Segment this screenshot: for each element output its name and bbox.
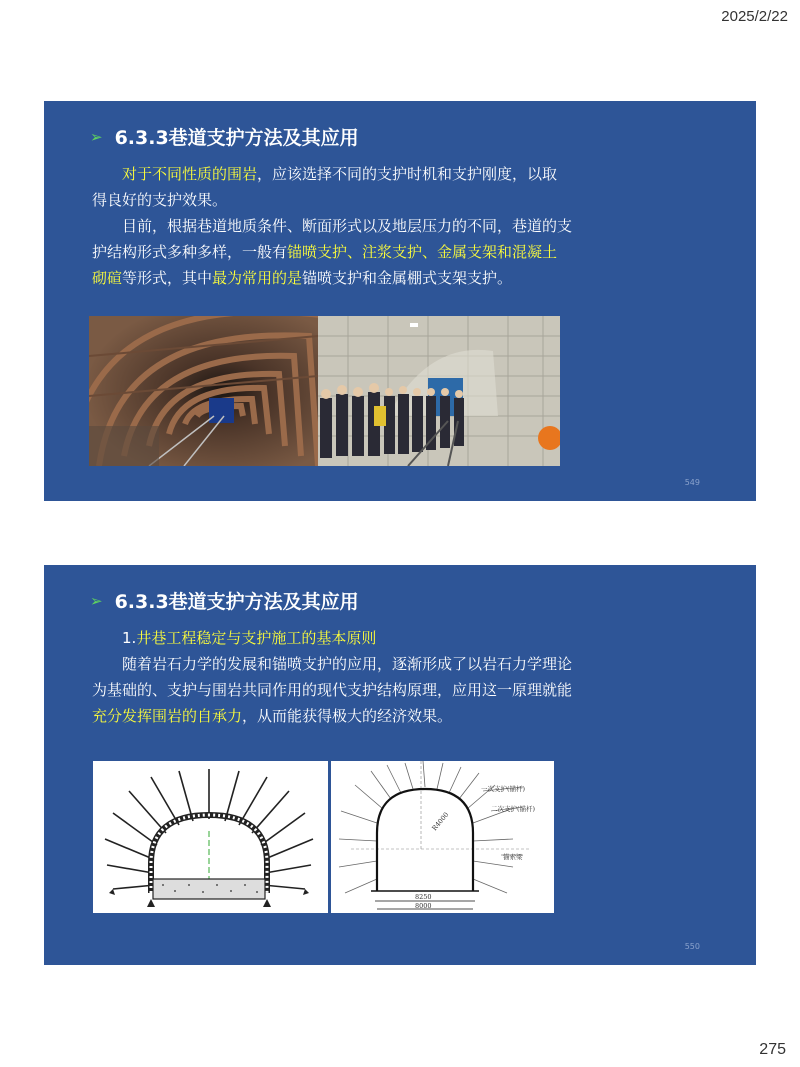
slide-number: 549 (684, 478, 700, 487)
slide-550 (44, 565, 756, 965)
paragraph-2 (92, 213, 572, 291)
slide-title-text: 6.3.3巷道支护方法及其应用 (114, 127, 359, 149)
slide-body (92, 625, 572, 729)
secondary-support-label: 二次支护(锚杆) (491, 805, 536, 813)
body-text: 随着岩石力学的发展和锚喷支护的应用，逐渐形成了以岩石力学理论为基础的、支护与围岩共同作用的现代支护结构原理，应用这一原理就能 (92, 655, 573, 699)
slide-number: 550 (684, 942, 700, 951)
highlight-text: 充分发挥围岩的自承力 (92, 707, 243, 725)
highlight-text: 最为常用的是 (212, 269, 303, 287)
slide-body (92, 161, 572, 291)
body-text: 锚喷支护和金属棚式支架支护。 (302, 269, 513, 287)
body-text: 等形式，其中 (122, 269, 213, 287)
paragraph-1 (92, 625, 572, 651)
outer-width-label: 8250 (415, 893, 432, 901)
arrow-bullet-icon: ➢ (90, 591, 103, 610)
highlight-text: 锚喷支护、注浆支护、金属支架和混凝土砌碹 (92, 243, 558, 287)
slide-title-text: 6.3.3巷道支护方法及其应用 (114, 591, 359, 613)
slide-title (92, 123, 359, 150)
tunnel-steel-arch-photo (89, 316, 318, 466)
primary-support-label: 一次支护(锚杆) (481, 785, 526, 793)
radius-label: R4000 (430, 810, 451, 833)
slide-title (92, 587, 359, 614)
paragraph-2 (92, 651, 572, 729)
page-number: 275 (759, 1041, 786, 1058)
page-date: 2025/2/22 (721, 8, 788, 25)
combined-support-engineering-diagram (331, 761, 554, 913)
body-text: ，从而能获得极大的经济效果。 (242, 707, 453, 725)
slide-549 (44, 101, 756, 501)
list-prefix: 1. (122, 629, 137, 647)
paragraph-1 (92, 161, 572, 213)
highlight-text: 对于不同性质的围岩 (122, 165, 258, 183)
tunnel-concrete-lining-photo (318, 316, 560, 466)
bolt-support-cross-section-diagram (93, 761, 328, 913)
body-text: ，应该选择不同的支护时机和支护刚度，以取得良好的支护效果。 (92, 165, 558, 209)
inner-width-label: 8000 (415, 902, 432, 910)
arrow-bullet-icon: ➢ (90, 127, 103, 146)
highlight-text: 井巷工程稳定与支护施工的基本原则 (136, 629, 377, 647)
body-text: 目前，根据巷道地质条件、断面形式以及地层压力的不同，巷道的支护结构形式多种多样，一般有 (92, 217, 573, 261)
cable-beam-label: 锚索梁 (503, 853, 523, 861)
